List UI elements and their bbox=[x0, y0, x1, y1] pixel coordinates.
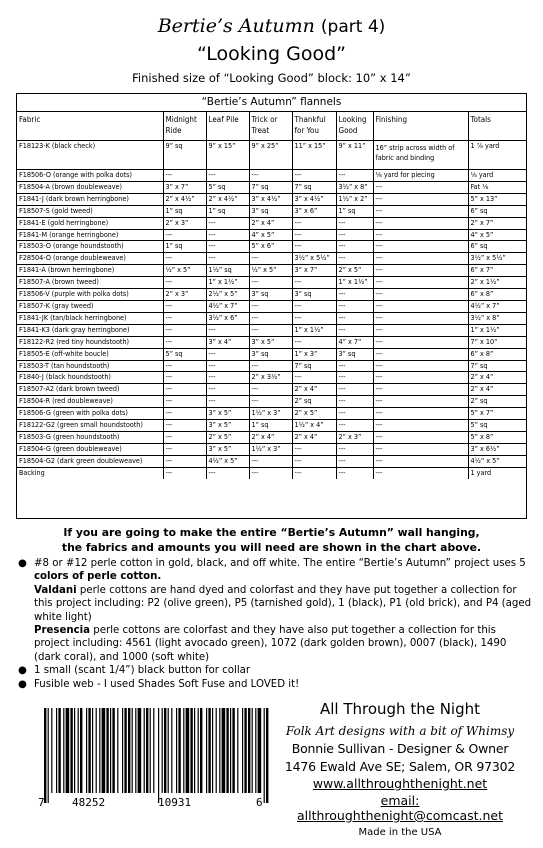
table-cell: 6” x 8” bbox=[468, 289, 526, 301]
table-cell: --- bbox=[336, 408, 373, 420]
table-cell: --- bbox=[373, 277, 468, 289]
table-cell: 3” x 4½” bbox=[249, 193, 292, 205]
table-cell: --- bbox=[163, 336, 206, 348]
table-row bbox=[17, 300, 526, 312]
table-cell: --- bbox=[292, 372, 336, 384]
table-cell: --- bbox=[373, 396, 468, 408]
fabric-name-cell: F18503-T (tan houndstooth) bbox=[17, 360, 163, 372]
table-row bbox=[17, 312, 526, 324]
company-info bbox=[280, 700, 520, 838]
table-cell: --- bbox=[336, 300, 373, 312]
table-cell: --- bbox=[373, 420, 468, 432]
table-row bbox=[17, 205, 526, 217]
table-cell: 7” sq bbox=[468, 360, 526, 372]
col-header-leaf-pile: Leaf Pile bbox=[206, 112, 249, 141]
table-row bbox=[17, 229, 526, 241]
table-cell: --- bbox=[373, 229, 468, 241]
table-cell: 9” x 11” bbox=[336, 141, 373, 170]
table-cell: --- bbox=[336, 396, 373, 408]
fabric-name-cell: F18122-G2 (green small houndstooth) bbox=[17, 420, 163, 432]
table-cell: 3” x 4” bbox=[206, 336, 249, 348]
table-cell: --- bbox=[336, 229, 373, 241]
table-cell: 2” x 5” bbox=[292, 408, 336, 420]
company-website-link[interactable]: www.allthroughthenight.net bbox=[312, 776, 488, 791]
fabric-name-cell: F18507-S (gold tweed) bbox=[17, 205, 163, 217]
table-cell: --- bbox=[249, 467, 292, 478]
table-cell: --- bbox=[373, 241, 468, 253]
table-cell: --- bbox=[249, 396, 292, 408]
table-row bbox=[17, 360, 526, 372]
table-row bbox=[17, 265, 526, 277]
table-cell: 7” sq bbox=[292, 360, 336, 372]
table-cell: 1” sq bbox=[249, 420, 292, 432]
table-cell: --- bbox=[373, 205, 468, 217]
table-cell: ½” x 5” bbox=[163, 265, 206, 277]
table-cell: 3” sq bbox=[249, 205, 292, 217]
table-row bbox=[17, 420, 526, 432]
company-address: 1476 Ewald Ave SE; Salem, OR 97302 bbox=[284, 759, 516, 774]
table-cell: 2” x 4½” bbox=[163, 193, 206, 205]
table-cell: --- bbox=[163, 443, 206, 455]
table-cell: --- bbox=[206, 372, 249, 384]
table-cell: 3” x 5” bbox=[206, 408, 249, 420]
table-cell: --- bbox=[206, 384, 249, 396]
fabric-name-cell: F1840-J (black houndstooth) bbox=[17, 372, 163, 384]
table-cell: 2” x 4” bbox=[468, 372, 526, 384]
table-cell: --- bbox=[206, 241, 249, 253]
fabric-name-cell: F28504-O (orange doubleweave) bbox=[17, 253, 163, 265]
table-cell: --- bbox=[373, 300, 468, 312]
table-cell: --- bbox=[206, 348, 249, 360]
table-row bbox=[17, 170, 526, 182]
table-cell: 5” x 6” bbox=[249, 241, 292, 253]
table-cell: 4” x 5” bbox=[249, 229, 292, 241]
table-cell: --- bbox=[163, 455, 206, 467]
table-cell: 3” sq bbox=[249, 289, 292, 301]
table-cell: 9” x 15” bbox=[206, 141, 249, 170]
table-cell: 3” sq bbox=[336, 348, 373, 360]
table-cell: 3” x 5” bbox=[249, 336, 292, 348]
table-cell: --- bbox=[373, 372, 468, 384]
supply-item-button: ● 1 small (scant 1/4”) black button for collar bbox=[18, 665, 251, 677]
table-row bbox=[17, 253, 526, 265]
table-cell: 6” sq bbox=[468, 241, 526, 253]
table-cell: 3” x 6½” bbox=[468, 443, 526, 455]
fabric-name-cell: F18504-A (brown doubleweave) bbox=[17, 181, 163, 193]
table-cell: 3” x 5” bbox=[206, 443, 249, 455]
table-row bbox=[17, 443, 526, 455]
fabric-name-cell: F18506-V (purple with polka dots) bbox=[17, 289, 163, 301]
table-cell: --- bbox=[292, 277, 336, 289]
table-header-row bbox=[17, 112, 526, 141]
table-row bbox=[17, 431, 526, 443]
table-cell: 7” x 10” bbox=[468, 336, 526, 348]
table-cell: --- bbox=[336, 170, 373, 182]
fabric-name-cell: F1841-E (gold herringbone) bbox=[17, 217, 163, 229]
table-cell: 1½” x 2” bbox=[336, 193, 373, 205]
table-cell: ½” x 5” bbox=[249, 265, 292, 277]
table-cell: --- bbox=[163, 384, 206, 396]
fabric-name-cell: F1841-A (brown herringbone) bbox=[17, 265, 163, 277]
table-cell: --- bbox=[163, 467, 206, 478]
table-cell: --- bbox=[249, 324, 292, 336]
table-cell: 5” x 8” bbox=[468, 431, 526, 443]
table-cell: 6” x 7” bbox=[468, 265, 526, 277]
made-in: Made in the USA bbox=[358, 827, 442, 838]
table-cell: --- bbox=[336, 360, 373, 372]
company-owner: Bonnie Sullivan - Designer & Owner bbox=[291, 741, 509, 756]
table-row bbox=[17, 193, 526, 205]
table-cell: Fat ⅛ bbox=[468, 181, 526, 193]
table-cell: --- bbox=[163, 277, 206, 289]
table-cell: --- bbox=[292, 241, 336, 253]
chart-note-line-1: If you are going to make the entire “Bertie’s Autumn” wall hanging, bbox=[63, 526, 480, 539]
table-cell: --- bbox=[336, 372, 373, 384]
table-cell: 2” x 4” bbox=[292, 431, 336, 443]
supply-item-perle-cotton: ● #8 or #12 perle cotton in gold, black, and off white. The entire “Bertie’s Autumn” project uses 5 colors of perle cotton. Valdani perle cottons are hand dyed and colorfast and they have put together a collection for this project including: P2 (olive green), P5 (tarnished gold), 1 (black), P1 (old brick), and P4 (aged white light) Presencia perle cottons are colorfast and they have also put together a collection for this project including: 4561 (light avocado green), 1072 (dark golden brown), 0007 (black), 1490 (dark coral), and 1000 (soft white) bbox=[18, 558, 532, 663]
table-cell: --- bbox=[373, 324, 468, 336]
supply-item-fusible-web: ● Fusible web - I used Shades Soft Fuse and LOVED it! bbox=[18, 678, 300, 690]
table-cell: --- bbox=[163, 253, 206, 265]
company-name: All Through the Night bbox=[319, 700, 481, 718]
finished-size: Finished size of “Looking Good” block: 10” x 14” bbox=[132, 71, 411, 85]
table-row bbox=[17, 141, 526, 170]
barcode-digit-2: 6 bbox=[256, 796, 263, 809]
table-cell: 2” x 5” bbox=[206, 431, 249, 443]
table-cell: --- bbox=[206, 170, 249, 182]
col-header-thankful-for-you: Thankful for You bbox=[292, 112, 336, 141]
table-cell: --- bbox=[292, 467, 336, 478]
table-row bbox=[17, 241, 526, 253]
table-cell: --- bbox=[373, 336, 468, 348]
table-cell: 2” x 4” bbox=[249, 217, 292, 229]
table-cell: 3” x 7” bbox=[292, 265, 336, 277]
table-cell: --- bbox=[373, 181, 468, 193]
fabric-name-cell: F18504-G (green doubleweave) bbox=[17, 443, 163, 455]
fabric-name-cell: F18507-A (brown tweed) bbox=[17, 277, 163, 289]
table-cell: --- bbox=[292, 312, 336, 324]
table-cell: 2” x 4” bbox=[468, 384, 526, 396]
fabric-name-cell: F18123-K (black check) bbox=[17, 141, 163, 170]
table-cell: 2” x 3” bbox=[336, 431, 373, 443]
table-cell: 2” x 7” bbox=[468, 217, 526, 229]
table-cell: 6” x 8” bbox=[468, 348, 526, 360]
table-row bbox=[17, 384, 526, 396]
table-cell: 7” sq bbox=[292, 181, 336, 193]
table-row bbox=[17, 372, 526, 384]
table-cell: --- bbox=[336, 467, 373, 478]
title-main: Bertie’s Autumn bbox=[157, 15, 315, 37]
table-cell: --- bbox=[249, 300, 292, 312]
table-cell: --- bbox=[336, 443, 373, 455]
table-cell: 3” x 6” bbox=[292, 205, 336, 217]
table-cell: 5” sq bbox=[163, 348, 206, 360]
table-cell: 3” sq bbox=[249, 348, 292, 360]
table-cell: --- bbox=[292, 217, 336, 229]
table-cell: 3” x 7” bbox=[163, 181, 206, 193]
table-cell: 2” x 3½” bbox=[249, 372, 292, 384]
table-cell: 1” x 1½” bbox=[336, 277, 373, 289]
fabric-name-cell: F1841-M (orange herringbone) bbox=[17, 229, 163, 241]
table-cell: 1½” x 3” bbox=[249, 443, 292, 455]
table-row bbox=[17, 348, 526, 360]
table-cell: --- bbox=[163, 431, 206, 443]
table-cell: 2” x 4” bbox=[292, 384, 336, 396]
table-cell: --- bbox=[163, 300, 206, 312]
table-cell: 2” x 3” bbox=[163, 217, 206, 229]
company-email-link[interactable]: email: allthroughthenight@comcast.net bbox=[296, 793, 504, 823]
table-cell: --- bbox=[373, 467, 468, 478]
table-cell: 2” x 3” bbox=[163, 289, 206, 301]
table-cell: --- bbox=[249, 360, 292, 372]
fabric-name-cell: F1841-J (dark brown herringbone) bbox=[17, 193, 163, 205]
table-cell: --- bbox=[336, 384, 373, 396]
table-cell: 3” x 4½” bbox=[292, 193, 336, 205]
table-cell: 1” sq bbox=[336, 205, 373, 217]
chart-note bbox=[0, 525, 543, 555]
table-cell: 3” sq bbox=[292, 289, 336, 301]
table-cell: 1 ⅞ yard bbox=[468, 141, 526, 170]
table-cell: --- bbox=[206, 324, 249, 336]
table-cell: 3” x 5” bbox=[206, 420, 249, 432]
table-cell: --- bbox=[206, 467, 249, 478]
table-cell: --- bbox=[373, 289, 468, 301]
fabric-name-cell: F18503-O (orange houndstooth) bbox=[17, 241, 163, 253]
fabric-name-cell: F18506-O (orange with polka dots) bbox=[17, 170, 163, 182]
table-cell: --- bbox=[373, 265, 468, 277]
table-cell: 5” sq bbox=[206, 181, 249, 193]
table-cell: 5” x 13” bbox=[468, 193, 526, 205]
table-cell: --- bbox=[163, 360, 206, 372]
fabric-name-cell: F18503-G (green houndstooth) bbox=[17, 431, 163, 443]
table-cell: --- bbox=[292, 300, 336, 312]
presencia-label: Presencia bbox=[34, 625, 91, 637]
fabric-name-cell: Backing bbox=[17, 467, 163, 478]
barcode-digit-group-1: 48252 bbox=[72, 796, 106, 809]
chart-note-line-2: the fabrics and amounts you will need are shown in the chart above. bbox=[61, 541, 482, 554]
col-header-trick-or-treat: Trick or Treat bbox=[249, 112, 292, 141]
table-cell: 1” sq bbox=[163, 205, 206, 217]
table-cell: --- bbox=[249, 384, 292, 396]
table-cell: 4½” x 7” bbox=[468, 300, 526, 312]
table-cell: 9” sq bbox=[163, 141, 206, 170]
col-header-midnight-ride: Midnight Ride bbox=[163, 112, 206, 141]
table-cell: --- bbox=[249, 312, 292, 324]
table-cell: 11” x 15” bbox=[292, 141, 336, 170]
table-cell: --- bbox=[163, 420, 206, 432]
table-cell: --- bbox=[373, 408, 468, 420]
table-cell: 1” x 3” bbox=[292, 348, 336, 360]
table-cell: --- bbox=[336, 253, 373, 265]
table-row bbox=[17, 217, 526, 229]
table-cell: 2½” x 5” bbox=[206, 289, 249, 301]
table-cell: 4½” x 5” bbox=[468, 455, 526, 467]
table-caption: “Bertie’s Autumn” flannels bbox=[17, 94, 526, 112]
fabric-table bbox=[16, 93, 527, 519]
table-cell: --- bbox=[249, 455, 292, 467]
table-cell: 4½” x 7” bbox=[206, 300, 249, 312]
table-cell: --- bbox=[163, 229, 206, 241]
title-part: (part 4) bbox=[320, 17, 386, 37]
table-cell: --- bbox=[373, 348, 468, 360]
table-cell: --- bbox=[336, 324, 373, 336]
table-cell: 2” sq bbox=[292, 396, 336, 408]
table-cell: --- bbox=[336, 455, 373, 467]
table-cell: --- bbox=[206, 396, 249, 408]
fabric-name-cell: F1841-K3 (dark gray herringbone) bbox=[17, 324, 163, 336]
table-cell: --- bbox=[373, 443, 468, 455]
table-cell: --- bbox=[373, 193, 468, 205]
fabric-name-cell: F18504-G2 (dark green doubleweave) bbox=[17, 455, 163, 467]
valdani-label: Valdani bbox=[34, 584, 77, 596]
table-cell: 2” x 4½” bbox=[206, 193, 249, 205]
table-cell: --- bbox=[163, 312, 206, 324]
table-cell: 3½” x 8” bbox=[468, 312, 526, 324]
fabric-name-cell: F18507-A2 (dark brown tweed) bbox=[17, 384, 163, 396]
table-row bbox=[17, 396, 526, 408]
table-cell: 5” sq bbox=[468, 420, 526, 432]
table-cell: --- bbox=[292, 170, 336, 182]
table-row bbox=[17, 336, 526, 348]
table-cell: 6” sq bbox=[468, 205, 526, 217]
table-cell: 1” x 1½” bbox=[468, 324, 526, 336]
table-cell: 7” sq bbox=[249, 181, 292, 193]
table-cell: 2” sq bbox=[468, 396, 526, 408]
table-cell: --- bbox=[373, 217, 468, 229]
table-cell: --- bbox=[336, 312, 373, 324]
table-cell: --- bbox=[373, 455, 468, 467]
barcode-icon bbox=[40, 708, 270, 803]
pattern-title bbox=[0, 15, 543, 37]
fabric-requirements-table bbox=[17, 112, 526, 479]
table-row bbox=[17, 289, 526, 301]
table-cell: --- bbox=[292, 229, 336, 241]
table-cell: 2” x 4” bbox=[249, 431, 292, 443]
table-cell: 16” strip across width of fabric and binding bbox=[373, 141, 468, 170]
table-cell: --- bbox=[336, 217, 373, 229]
table-cell: --- bbox=[292, 443, 336, 455]
table-cell: --- bbox=[206, 360, 249, 372]
table-cell: --- bbox=[336, 420, 373, 432]
table-cell: 4” x 5” bbox=[468, 229, 526, 241]
table-cell: 1” sq bbox=[206, 205, 249, 217]
table-cell: --- bbox=[336, 289, 373, 301]
table-cell: --- bbox=[373, 253, 468, 265]
table-cell: --- bbox=[163, 170, 206, 182]
table-cell: 3½” x 5½” bbox=[468, 253, 526, 265]
table-cell: --- bbox=[163, 372, 206, 384]
table-cell: --- bbox=[373, 360, 468, 372]
barcode-digit-group-2: 10931 bbox=[158, 796, 192, 809]
table-row bbox=[17, 277, 526, 289]
table-cell: --- bbox=[249, 277, 292, 289]
company-tagline: Folk Art designs with a bit of Whimsy bbox=[285, 724, 515, 738]
fabric-name-cell: F18505-E (off-white boucle) bbox=[17, 348, 163, 360]
table-cell: --- bbox=[373, 384, 468, 396]
table-cell: 9” x 25” bbox=[249, 141, 292, 170]
fabric-name-cell: F18122-R2 (red tiny houndstooth) bbox=[17, 336, 163, 348]
block-title: “Looking Good” bbox=[196, 43, 347, 65]
table-cell: ⅛ yard for piecing bbox=[373, 170, 468, 182]
table-cell: --- bbox=[336, 241, 373, 253]
table-cell: --- bbox=[206, 253, 249, 265]
table-cell: 1” sq bbox=[163, 241, 206, 253]
table-cell: --- bbox=[249, 253, 292, 265]
col-header-totals: Totals bbox=[468, 112, 526, 141]
table-cell: 1½” sq bbox=[206, 265, 249, 277]
table-row bbox=[17, 455, 526, 467]
table-cell: --- bbox=[163, 324, 206, 336]
table-cell: 5” x 7” bbox=[468, 408, 526, 420]
table-cell: --- bbox=[373, 431, 468, 443]
table-cell: --- bbox=[249, 170, 292, 182]
table-cell: 3½” x 8” bbox=[336, 181, 373, 193]
table-row bbox=[17, 467, 526, 478]
col-header-looking-good: Looking Good bbox=[336, 112, 373, 141]
table-cell: --- bbox=[292, 336, 336, 348]
table-cell: --- bbox=[373, 312, 468, 324]
table-cell: 2” x 5” bbox=[336, 265, 373, 277]
table-cell: --- bbox=[163, 396, 206, 408]
table-cell: 1” x 1½” bbox=[292, 324, 336, 336]
table-cell: 4½” x 5” bbox=[206, 455, 249, 467]
table-cell: --- bbox=[292, 455, 336, 467]
table-cell: 1” x 1½” bbox=[206, 277, 249, 289]
fabric-name-cell: F18507-K (gray tweed) bbox=[17, 300, 163, 312]
col-header-fabric: Fabric bbox=[17, 112, 163, 141]
table-row bbox=[17, 181, 526, 193]
table-cell: 1½” x 4” bbox=[292, 420, 336, 432]
bullet-icon: ● bbox=[18, 558, 27, 569]
table-cell: 3½” x 5½” bbox=[292, 253, 336, 265]
bullet-icon: ● bbox=[18, 665, 27, 677]
table-row bbox=[17, 324, 526, 336]
bullet-icon: ● bbox=[18, 678, 27, 690]
table-cell: --- bbox=[163, 408, 206, 420]
col-header-finishing: Finishing bbox=[373, 112, 468, 141]
table-cell: --- bbox=[206, 229, 249, 241]
fabric-name-cell: F18506-G (green with polka dots) bbox=[17, 408, 163, 420]
fabric-name-cell: F18504-R (red doubleweave) bbox=[17, 396, 163, 408]
table-cell: 2” x 1½” bbox=[468, 277, 526, 289]
table-cell: 1 yard bbox=[470, 467, 492, 477]
table-cell: ⅛ yard bbox=[468, 170, 526, 182]
table-row bbox=[17, 408, 526, 420]
fabric-name-cell: F1841-JK (tan/black herringbone) bbox=[17, 312, 163, 324]
table-cell: 4” x 7” bbox=[336, 336, 373, 348]
table-cell: 3½” x 6” bbox=[206, 312, 249, 324]
table-cell: 1½” x 3” bbox=[249, 408, 292, 420]
barcode-digit-1: 7 bbox=[38, 796, 45, 809]
table-cell: --- bbox=[206, 217, 249, 229]
supply-list bbox=[18, 557, 532, 691]
